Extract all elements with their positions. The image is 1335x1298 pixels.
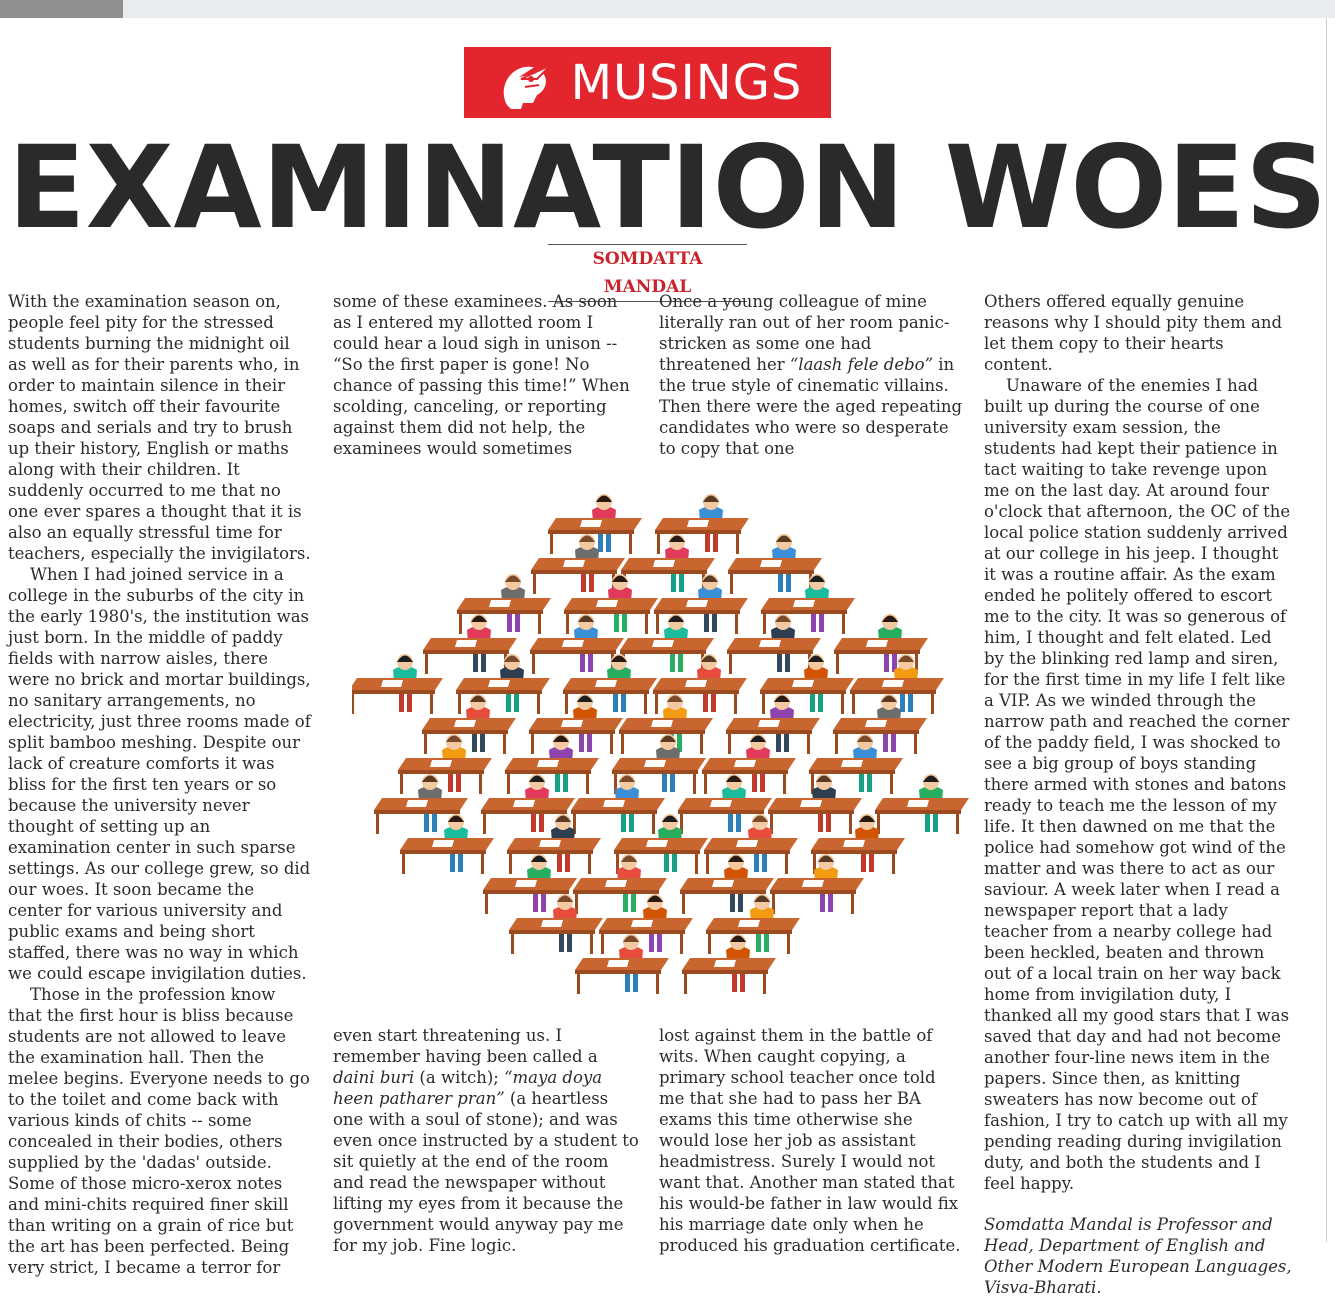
section-kicker bbox=[464, 47, 831, 118]
exam-hall-illustration bbox=[352, 470, 972, 1015]
student-at-desk bbox=[654, 574, 748, 634]
student-at-desk bbox=[621, 534, 715, 594]
author-bio: Somdatta Mandal is Professor and Head, Department of English and Other Modern European Languages, Visva-Bharati. bbox=[984, 1215, 1292, 1297]
paragraph: With the examination season on, people feel pity for the stressed students burning the midnight oil as well as for their parents who, in order to maintain silence in their homes, switch off their favourite soaps and serials and try to brush up their history, English or maths along with their children. It suddenly occurred to me that no one ever spares a thought that it is also an equally stressful time for teachers, especially the invigilators. bbox=[8, 292, 311, 563]
text-run: (a witch); bbox=[414, 1068, 505, 1087]
student-at-desk bbox=[702, 734, 796, 794]
top-bar bbox=[0, 0, 1335, 18]
student-at-desk bbox=[563, 654, 657, 714]
section-label: MUSINGS bbox=[570, 54, 803, 111]
student-at-desk bbox=[398, 734, 492, 794]
student-at-desk bbox=[727, 614, 821, 674]
student-at-desk bbox=[682, 934, 776, 994]
student-at-desk bbox=[422, 694, 516, 754]
student-at-desk bbox=[457, 574, 551, 634]
column-4 bbox=[984, 291, 1294, 1298]
student-at-desk bbox=[761, 574, 855, 634]
paragraph bbox=[333, 1025, 640, 1256]
text-run: (a heartless one with a soul of stone); and was even once instructed by a student to sit quietly at the end of the room and read the newspaper without lifting my eyes from it because the government would anyway pay me for my job. Fine logic. bbox=[333, 1089, 639, 1255]
student-at-desk bbox=[599, 894, 693, 954]
paragraph bbox=[659, 291, 966, 459]
student-at-desk bbox=[706, 894, 800, 954]
student-at-desk bbox=[726, 694, 820, 754]
page-tab[interactable] bbox=[0, 0, 123, 18]
student-at-desk bbox=[571, 774, 665, 834]
student-at-desk bbox=[400, 814, 494, 874]
student-at-desk bbox=[507, 814, 601, 874]
column-3-bottom bbox=[659, 1025, 966, 1256]
student-at-desk bbox=[875, 774, 969, 834]
student-at-desk bbox=[655, 494, 749, 554]
paragraph: some of these examinees. As soon as I entered my allotted room I could hear a loud sigh in unison -- “So the first paper is gone! No chance of passing this time!” When scolding, canceling, or reporting against them did not help, the examinees would sometimes bbox=[333, 292, 630, 458]
student-at-desk bbox=[728, 534, 822, 594]
column-1 bbox=[8, 291, 313, 1278]
italic-phrase: “laash fele debo” bbox=[789, 355, 934, 374]
paragraph: lost against them in the battle of wits. When caught copying, a primary school teacher once told me that she had to pass her BA exams this time otherwise she would lose her job as assistant headmistress. Surely I would not want that. Another man stated that his would-be father in law would fix his marriage date only when he produced his graduation certificate. bbox=[659, 1026, 961, 1255]
student-at-desk bbox=[509, 894, 603, 954]
italic-phrase: daini buri bbox=[333, 1068, 415, 1087]
quill-head-icon bbox=[493, 55, 557, 111]
student-at-desk bbox=[653, 654, 747, 714]
headline: EXAMINATION WOES bbox=[7, 121, 1328, 254]
student-at-desk bbox=[760, 654, 854, 714]
text-run: in the true style of cinematic villains. Then there were the aged repeating candidates who were so desperate to copy that one bbox=[659, 355, 963, 458]
student-at-desk bbox=[548, 494, 642, 554]
student-at-desk bbox=[352, 654, 443, 714]
student-at-desk bbox=[505, 734, 599, 794]
paragraph: When I had joined service in a college in the suburbs of the city in the early 1980's, the institution was just born. In the middle of paddy fields with narrow aisles, there were no brick and mortar buildings, no sanitary arrangements, no electricity, just three rooms made of split bamboo meshing. Despite our lack of creature comforts it was bliss for the first ten years or so because the university never thought of setting up an examination center in such sparse settings. As our college grew, so did our woes. It soon became the center for various university and public exams and being short staffed, there was no way in which we could escape invigilation duties. bbox=[8, 565, 311, 983]
student-at-desk bbox=[620, 614, 714, 674]
student-at-desk bbox=[529, 694, 623, 754]
paragraph: Others offered equally genuine reasons why I should pity them and let them copy to their hearts content. bbox=[984, 292, 1283, 374]
student-at-desk bbox=[530, 614, 624, 674]
student-at-desk bbox=[770, 854, 864, 914]
student-at-desk bbox=[768, 774, 862, 834]
text-run: Once a young colleague of mine literally ran out of her room panic-stricken as some one had threatened her bbox=[659, 292, 950, 374]
column-2-top bbox=[333, 291, 640, 459]
student-at-desk bbox=[704, 814, 798, 874]
italic-phrase: “maya doya heen patharer pran” bbox=[333, 1068, 603, 1108]
student-at-desk bbox=[564, 574, 658, 634]
paragraph: Those in the profession know that the first hour is bliss because students are not allowed to leave the examination hall. Then the melee begins. Everyone needs to go to the toilet and come back with various kinds of chits -- some concealed in their bodies, others supplied by the 'dadas' outside. Some of those micro-xerox notes and mini-chits required finer skill than writing on a grain of rice but the art has been perfected. Being very strict, I became a terror for bbox=[8, 985, 310, 1277]
column-3-top bbox=[659, 291, 966, 459]
column-2-bottom bbox=[333, 1025, 640, 1256]
byline: SOMDATTA MANDAL bbox=[548, 244, 747, 302]
student-at-desk bbox=[423, 614, 517, 674]
text-run: even start threatening us. I remember having been called a bbox=[333, 1026, 598, 1066]
student-at-desk bbox=[456, 654, 550, 714]
paragraph: Unaware of the enemies I had built up during the course of one university exam session, the students had kept their patience in tact waiting to take revenge upon me on the last day. At around four o'clock that afternoon, the OC of the local police station suddenly arrived at our college in his jeep. I thought it was a routine affair. As the exam ended he politely offered to escort me to the city. It was so generous of him, I thought and felt elated. Led by the blinking red lamp and siren, for the first time in my life I felt like a VIP. As we winded through the narrow path and reached the corner of the paddy field, I was shocked to see a big group of boys standing there armed with stones and batons ready to teach me the lesson of my life. It then dawned on me that the police had somehow got wind of the matter and was there to act as our saviour. A week later when I read a newspaper report that a lady teacher from a nearby college had been heckled, beaten and thrown out of a local train on her way back home from invigilation duty, I thanked all my good stars that I was saved that day and had not become another four-line news item in the papers. Since then, as knitting sweaters has now become out of fashion, I try to catch up with all my pending reading during invigilation duty, and both the students and I feel happy. bbox=[984, 376, 1291, 1193]
student-at-desk bbox=[575, 934, 669, 994]
student-at-desk bbox=[834, 614, 928, 674]
